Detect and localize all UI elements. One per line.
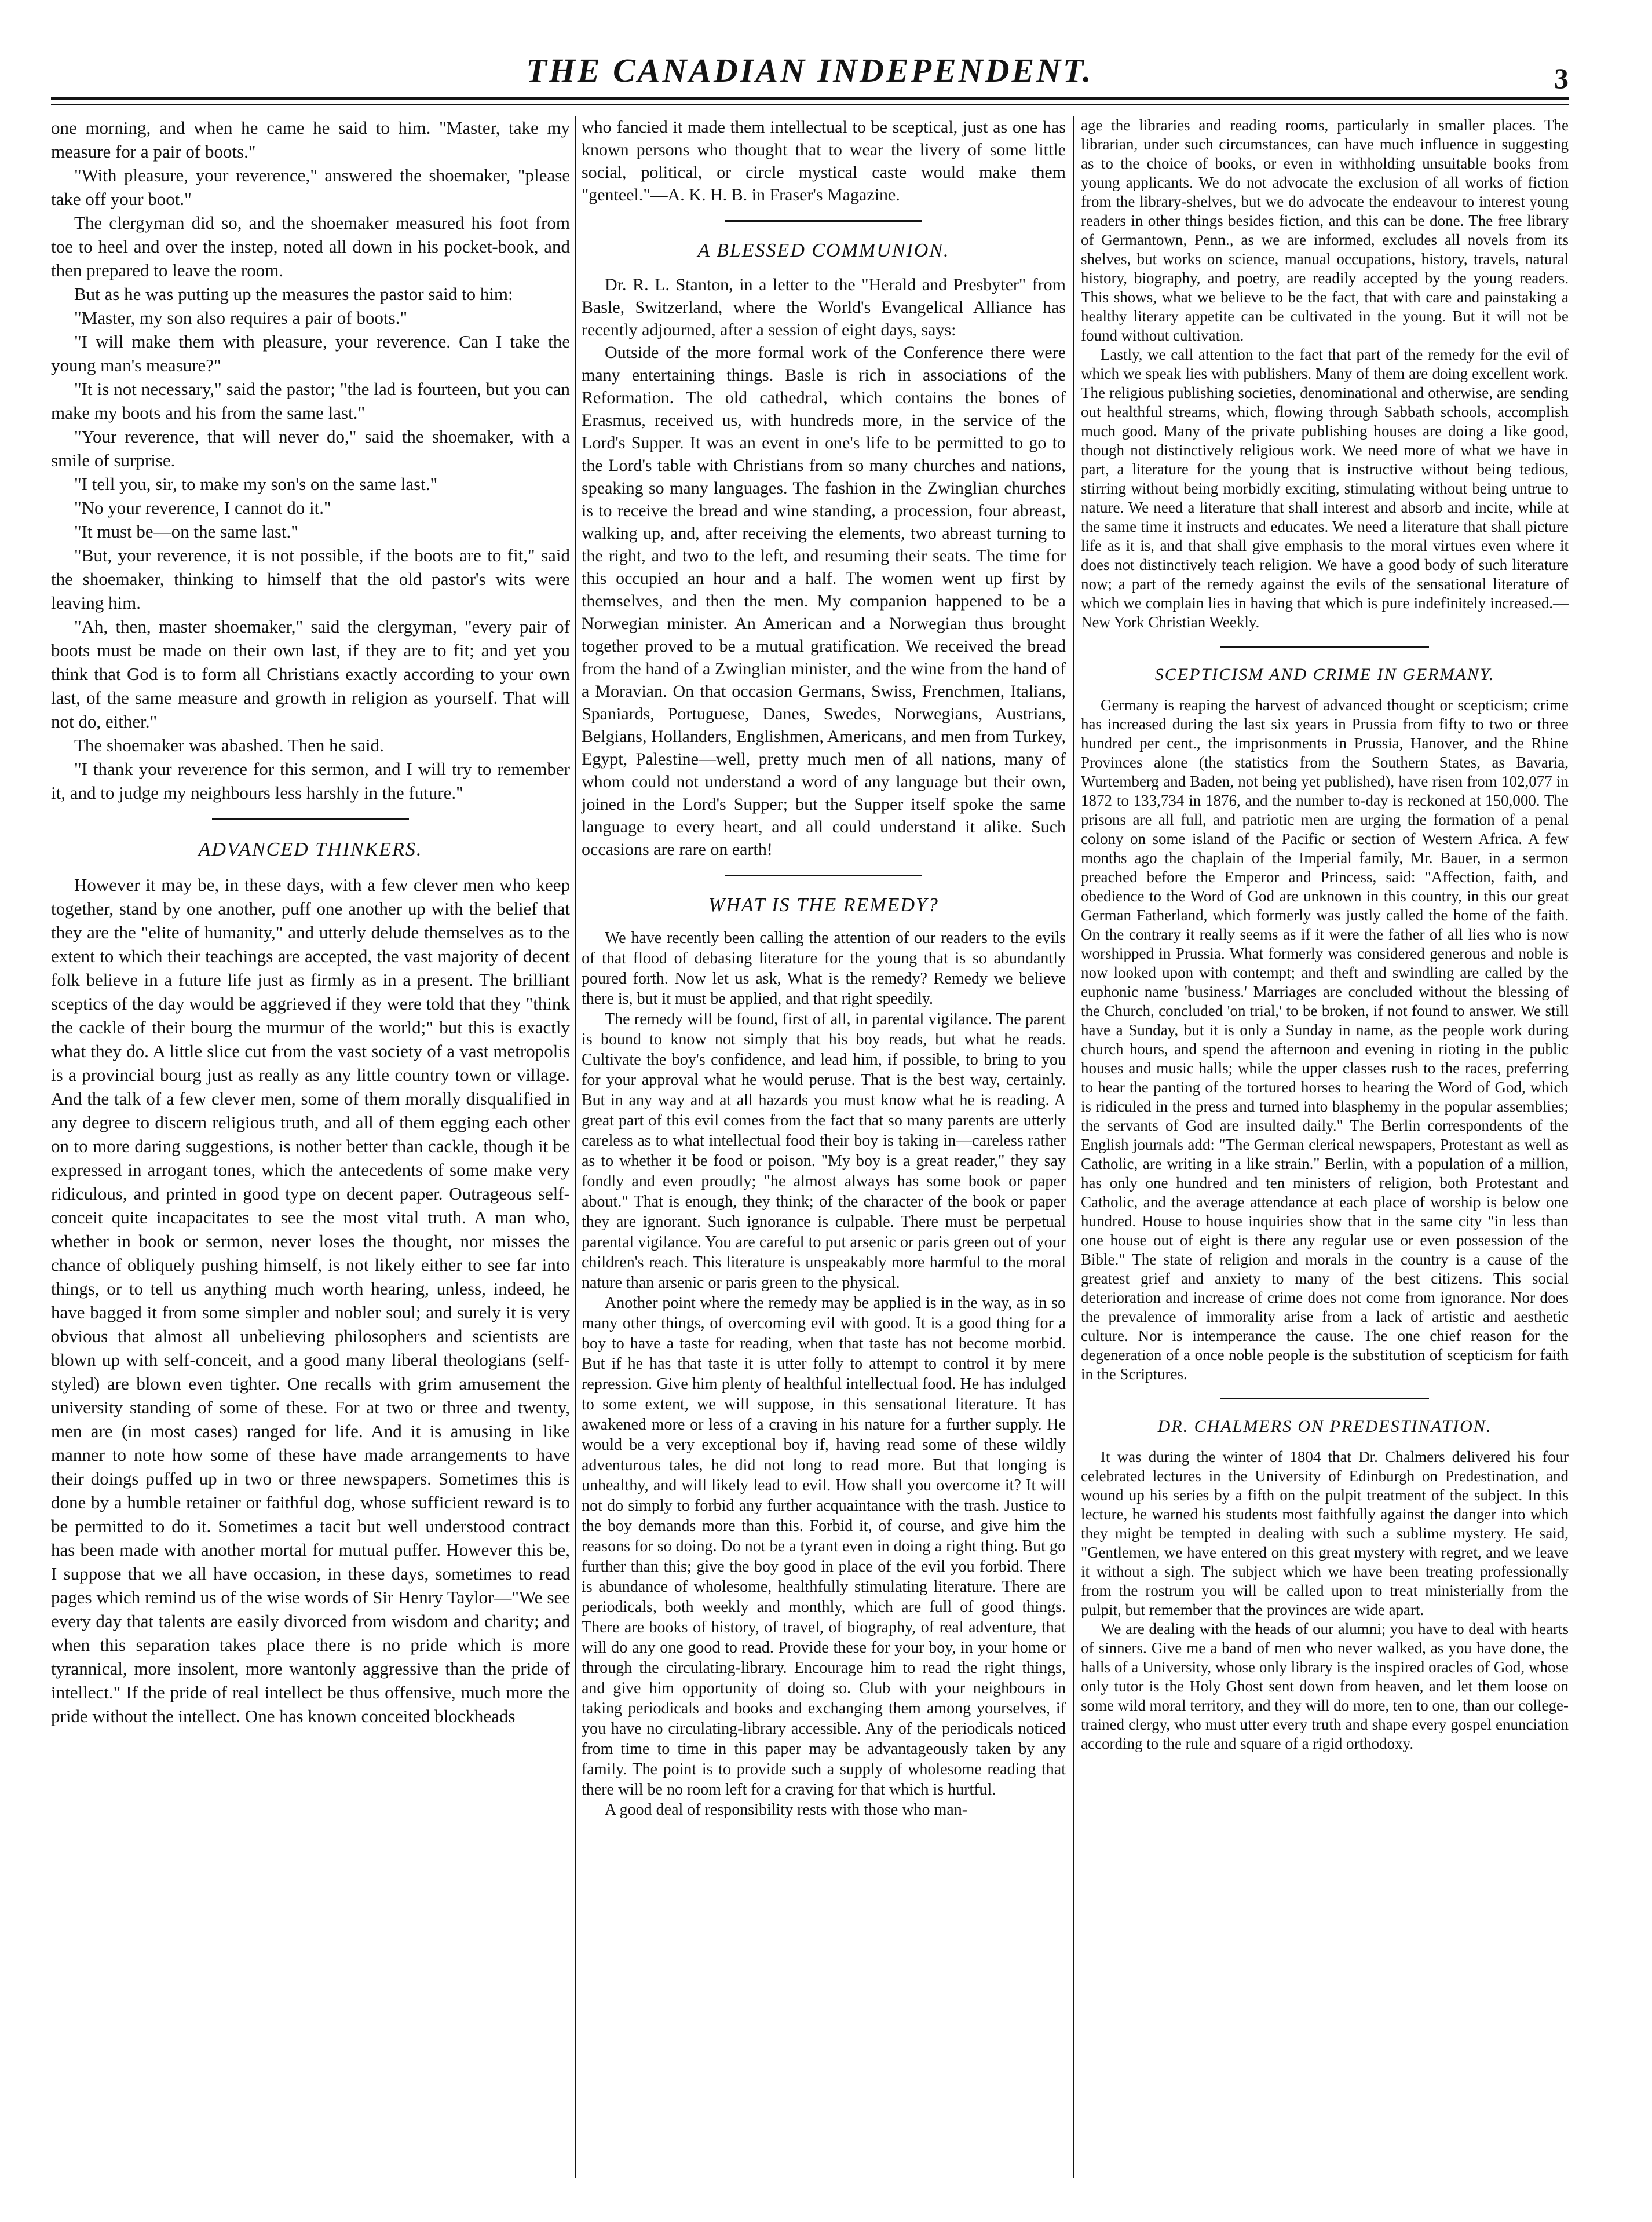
article-paragraph: "Your reverence, that will never do," said the shoemaker, with a smile of surprise. bbox=[51, 426, 570, 470]
article-paragraph: "It must be—on the same last." bbox=[74, 521, 298, 542]
header-rule bbox=[51, 97, 1569, 100]
article-paragraph: "No your reverence, I cannot do it." bbox=[74, 498, 331, 518]
column-right bbox=[1081, 116, 1569, 1753]
section-rule bbox=[1220, 1398, 1429, 1399]
article-paragraph: We have recently been calling the attention of our readers to the evils of that flood of debasing literature for the young that is so abundantly poured forth. Now let us ask, What is the remedy? Remedy we believe there is, but it must be applied, and that right speedily. bbox=[582, 929, 1066, 1008]
section-rule bbox=[212, 818, 409, 820]
article-paragraph: "Master, my son also requires a pair of boots." bbox=[74, 308, 408, 328]
section-heading: SCEPTICISM AND CRIME IN GERMANY. bbox=[1154, 665, 1495, 684]
section-heading: DR. CHALMERS ON PREDESTINATION. bbox=[1157, 1417, 1492, 1436]
column-left bbox=[51, 116, 570, 1728]
article-paragraph: The clergyman did so, and the shoemaker measured his foot from toe to heel and over the instep, noted all down in his pocket-book, and then prepared to leave the room. bbox=[51, 213, 570, 280]
article-paragraph: Another point where the remedy may be applied is in the way, as in so many other things, of overcoming evil with good. It is a good thing for a boy to have a taste for reading, when that taste has not become morbid. But if he has that taste it is utter folly to attempt to control it by mere repression. Give him plenty of healthful intellectual food. He has indulged to some extent, we will suppose, in this sensational literature. It has awakened more or less of a craving in his nature for a further supply. He would be a very exceptional boy if, having read some of these wildly adventurous tales, he did not long to read more. But that longing is unhealthy, and will likely lead to evil. How shall you overcome it? It will not do simply to forbid any further acquaintance with the trash. Justice to the boy demands more than this. Forbid it, of course, and give him the reasons for so doing. Do not be a tyrant even in doing a right thing. But go further than this; give the boy good in place of the evil you forbid. There is abundance of wholesome, healthfully stimulating literature. There are periodicals, both weekly and monthly, which are full of good things. There are books of history, of travel, of biography, of real adventure, that will do any one good to read. Provide these for your boy, in your home or through the circulating-library. Encourage him to read the right things, and give him opportunity of doing so. Club with your neighbours in taking periodicals and books and exchanging them among yourselves, if you have no circulating-library accessible. Any of the periodicals noticed from time to time in this paper may be advantageously taken by any family. The point is to provide such a supply of wholesome reading that there will be no room left for a craving for that which is hurtful. bbox=[582, 1294, 1066, 1799]
article-paragraph: Dr. R. L. Stanton, in a letter to the "Herald and Presbyter" from Basle, Switzerland, where the World's Evangelical Alliance has recently adjourned, after a session of eight days, says: bbox=[582, 275, 1066, 339]
article-paragraph: "Ah, then, master shoemaker," said the clergyman, "every pair of boots must be made on their own last, if they are to fit; and yet you think that God is to form all Christians exactly according to your own last, of the same measure and growth in religion as yourself. That will not do, either." bbox=[51, 616, 570, 732]
article-paragraph: "I tell you, sir, to make my son's on the same last." bbox=[74, 474, 438, 494]
article-paragraph: We are dealing with the heads of our alumni; you have to deal with hearts of sinners. Give me a band of men who never walked, as you have done, the halls of a University, whose only library is the inspired oracles of God, whose only tutor is the Holy Ghost sent down from heaven, and let them loose on some wild moral territory, and they will do more, ten to one, than our college-trained clergy, who must utter every truth and shape every gospel enunciation according to the rule and square of a rigid orthodoxy. bbox=[1081, 1620, 1569, 1752]
column-divider-1 bbox=[575, 116, 576, 2178]
article-paragraph: Germany is reaping the harvest of advanced thought or scepticism; crime has increased during the last six years in Prussia from fifty to two or three hundred per cent., the imprisonments in Prussia, Hanover, and the Rhine Provinces alone (the statistics from the Southern States, as Bavaria, Wurtemberg and Baden, not being yet published), have risen from 102,077 in 1872 to 133,734 in 1876, and the number to-day is reckoned at 150,000. The prisons are all full, and patriotic men are urging the formation of a penal colony on some island of the Pacific or section of Western Africa. A few months ago the chaplain of the Imperial family, Mr. Bauer, in a sermon preached before the Emperor and Princess, said: "Affection, faith, and obedience to the Word of God are unknown in this country, in this our great German Fatherland, which formerly was justly called the home of the faith. On the contrary it really seems as if it were the father of all lies who is now worshipped in Prussia. What formerly was considered generous and noble is now looked upon with contempt; and theft and swindling are called by the euphonic name 'business.' Marriages are concluded without the blessing of the Church, concluded 'on trial,' to be broken, if not found to answer. We still have a Sunday, but it is only a Sunday in name, as the people work during church hours, and spend the afternoon and evening in rioting in the public houses and music halls; while the upper classes rush to the races, preferring to hear the panting of the tortured horses to hearing the Word of God, which is ridiculed in the press and turned into blasphemy in the popular assemblies; the servants of God are insulted daily." The Berlin correspondents of the English journals add: "The German clerical newspapers, Protestant as well as Catholic, are writing in a like strain." Berlin, with a population of a million, has only one hundred and ten ministers of religion, both Protestant and Catholic, and the average attendance at each place of worship is below one hundred. House to house inquiries show that in the same city "in less than one house out of eight is there any regular use or even possession of the Bible." The state of religion and morals in the country is a cause of the greatest grief and anxiety to many of the best citizens. This social deterioration and increase of crime does not come from ignorance. Nor does the prevalence of immorality arise from a lack of artistic and aesthetic culture. Nor is intemperance the cause. The one chief reason for the degeneration of a once noble people is the substitution of scepticism for faith in the Scriptures. bbox=[1081, 696, 1569, 1383]
article-paragraph: "I will make them with pleasure, your reverence. Can I take the young man's measure?" bbox=[51, 331, 570, 375]
article-paragraph: But as he was putting up the measures the pastor said to him: bbox=[74, 284, 513, 304]
article-paragraph: one morning, and when he came he said to him. "Master, take my measure for a pair of boots." bbox=[51, 118, 570, 162]
article-paragraph: A good deal of responsibility rests with those who man- bbox=[605, 1801, 968, 1819]
article-paragraph: Lastly, we call attention to the fact that part of the remedy for the evil of which we speak lies with publishers. Many of them are doing excellent work. The religious publishing societies, denominational and otherwise, are sending out healthful streams, which, flowing through Sabbath schools, accomplish much good. Many of the private publishing houses are doing a like good, though not distinctively religious work. We need more of what we have in part, a literature for the young that is instructive without being tedious, stirring without being morbidly exciting, stimulating without being untrue to nature. We need a literature that shall interest and absorb and incite, while at the same time it instructs and educates. We need a literature that shall picture life as it is, and that shall give emphasis to the moral virtues even where it does not distinctively teach religion. We have a good body of such literature now; a part of the remedy against the evils of the sensational literature of which we complain lies in having that which is pure indefinitely increased.—New York Christian Weekly. bbox=[1081, 346, 1569, 631]
article-paragraph: However it may be, in these days, with a few clever men who keep together, stand by one another, puff one another up with the belief that they are the "elite of humanity," and utterly delude themselves as to the extent to which their teachings are accepted, the vast majority of decent folk believe in a future life just as firmly as in a present. The brilliant sceptics of the day would be aggrieved if they were told that they "think the cackle of their bourg the murmur of the world;" but this is exactly what they do. A little slice cut from the vast society of a vast metropolis is a provincial bourg just as really as any little country town or village. And the talk of a few clever men, some of them morally disqualified in any degree to discern religious truth, and all of them egging each other on to more daring suggestions, is nother better than cackle, though it be expressed in arrogant tones, which the antecedents of some make very ridiculous, and printed in good type on decent paper. Outrageous self-conceit quite incapacitates to see the most vital truth. A man who, whether in book or sermon, never loses the thought, nor misses the chance of obliquely pushing himself, is not likely either to see far into things, or to tell us anything much worth hearing, unless, indeed, he have bagged it from some simpler and nobler soul; and surely it is very obvious that almost all unbelieving philosophers and scientists are blown up with self-conceit, and a good many liberal theologians (self-styled) are blown even tighter. One recalls with grim amusement the university standing of some of these. For at two or three and twenty, men are (in most cases) ranged for life. And it is amusing in like manner to note how some of these have made arrangements to have their doings puffed up in two or three newspapers. Sometimes this is done by a humble retainer or faithful dog, whose sufficient reward is to be permitted to do it. Sometimes a tacit but well understood contract has been made with another mortal for mutual puffer. However this be, I suppose that we all have occasion, in these days, sometimes to read pages which remind us of the wise words of Sir Henry Taylor—"We see every day that talents are easily divorced from wisdom and charity; and when this separation takes place there is no pride which is more tyrannical, more insolent, more wantonly aggressive than the pride of intellect." If the pride of real intellect be thus offensive, much more the pride without the intellect. One has known conceited blockheads bbox=[51, 875, 570, 1726]
newspaper-title: THE CANADIAN INDEPENDENT. bbox=[526, 52, 1094, 89]
header-rule-thin bbox=[51, 104, 1569, 105]
column-middle bbox=[582, 116, 1066, 1820]
article-paragraph: The remedy will be found, first of all, in parental vigilance. The parent is bound to know not simply that his boy reads, but what he reads. Cultivate the boy's confidence, and lead him, if possible, to bring to you for your approval what he would peruse. That is the best way, certainly. But in any way and at all hazards you must know what he is reading. A great part of this evil comes from the fact that so many parents are utterly careless as to what intellectual food their boy is taking in—careless rather as to whether it be food or poison. "My boy is a great reader," they say fondly and even proudly; "he almost always has some book or paper about." That is enough, they think; of the character of the book or paper they are ignorant. Such ignorance is culpable. There must be perpetual parental vigilance. You are careful to put arsenic or paris green out of your children's reach. This literature is unspeakably more harmful to the moral nature than arsenic or paris green to the physical. bbox=[582, 1010, 1066, 1292]
article-paragraph: "With pleasure, your reverence," answered the shoemaker, "please take off your boot." bbox=[51, 165, 570, 209]
page-number: 3 bbox=[1554, 62, 1569, 94]
section-heading: ADVANCED THINKERS. bbox=[198, 839, 423, 860]
column-divider-2 bbox=[1073, 116, 1074, 2178]
section-rule bbox=[1220, 646, 1429, 648]
section-rule bbox=[725, 875, 922, 876]
article-paragraph: It was during the winter of 1804 that Dr. Chalmers delivered his four celebrated lectures in the University of Edinburgh on Predestination, and wound up his series by a fifth on the pulpit treatment of the subject. In this lecture, he warned his students most faithfully against the danger into which they might be tempted in dealing with such a sublime mystery. He said, "Gentlemen, we have entered on this great mystery with regret, and we leave it without a sigh. The subject which we have been treating professionally from the rostrum you will be called upon to treat ministerially from the pulpit, but remember that the provinces are wide apart. bbox=[1081, 1448, 1569, 1618]
article-paragraph: The shoemaker was abashed. Then he said. bbox=[74, 735, 384, 755]
section-heading: A BLESSED COMMUNION. bbox=[697, 240, 950, 261]
section-heading: WHAT IS THE REMEDY? bbox=[708, 894, 939, 916]
article-paragraph: Outside of the more formal work of the Conference there were many entertaining things. Basle is rich in associations of the Reformation. The old cathedral, which contains the bones of Erasmus, received us, with hundreds more, in the service of the Lord's Supper. It was an event in one's life to be permitted to go to the Lord's table with Christians from so many churches and nations, speaking so many languages. The fashion in the Zwinglian churches is to receive the bread and wine standing, a procession, four abreast, walking up, and, after receiving the elements, two abreast turning to the right, and two to the left, and resuming their seats. The time for this occupied an hour and a half. The women went up first by themselves, and then the men. My companion happened to be a Norwegian minister. An American and a Norwegian thus brought together proved to be a mutual gratification. We received the bread from the hand of a Zwinglian minister, and the wine from the hand of a Moravian. On that occasion Germans, Swiss, Frenchmen, Italians, Spaniards, Portuguese, Danes, Swedes, Norwegians, Austrians, Belgians, Hollanders, Englishmen, Americans, and men from Turkey, Egypt, Palestine—well, pretty much men of all nations, many of whom could not understand a word of any language but their own, joined in the Lord's Supper; but the Supper itself spoke the same language to every heart, and all could understand it alike. Such occasions are rare on earth! bbox=[582, 343, 1066, 859]
article-paragraph: "But, your reverence, it is not possible, if the boots are to fit," said the shoemaker, thinking to himself that the old pastor's wits were leaving him. bbox=[51, 545, 570, 613]
section-rule bbox=[725, 220, 922, 222]
article-paragraph: who fancied it made them intellectual to be sceptical, just as one has known persons who thought that to wear the livery of some little social, political, or circle mystical caste would make them "genteel."—A. K. H. B. in Fraser's Magazine. bbox=[582, 118, 1066, 204]
article-paragraph: "It is not necessary," said the pastor; "the lad is fourteen, but you can make my boots and his from the same last." bbox=[51, 379, 570, 423]
article-paragraph: "I thank your reverence for this sermon, and I will try to remember it, and to judge my neighbours less harshly in the future." bbox=[51, 759, 570, 803]
article-paragraph: age the libraries and reading rooms, particularly in smaller places. The librarian, under such circumstances, can have much influence in suggesting as to the choice of books, or even in withholding unsuitable books from young applicants. We do not advocate the exclusion of all works of fiction from the library-shelves, but we do advocate the endeavour to interest young readers in other things besides fiction, and this can be done. The free library of Germantown, Penn., as we are informed, excludes all novels from its shelves, but works on science, manual occupations, history, travels, natural history, biography, and poetry, are readily accepted by the young readers. This shows, what we believe to be the fact, that with care and painstaking a healthy literary appetite can be cultivated in the young. But it will not be found without cultivation. bbox=[1081, 116, 1569, 344]
